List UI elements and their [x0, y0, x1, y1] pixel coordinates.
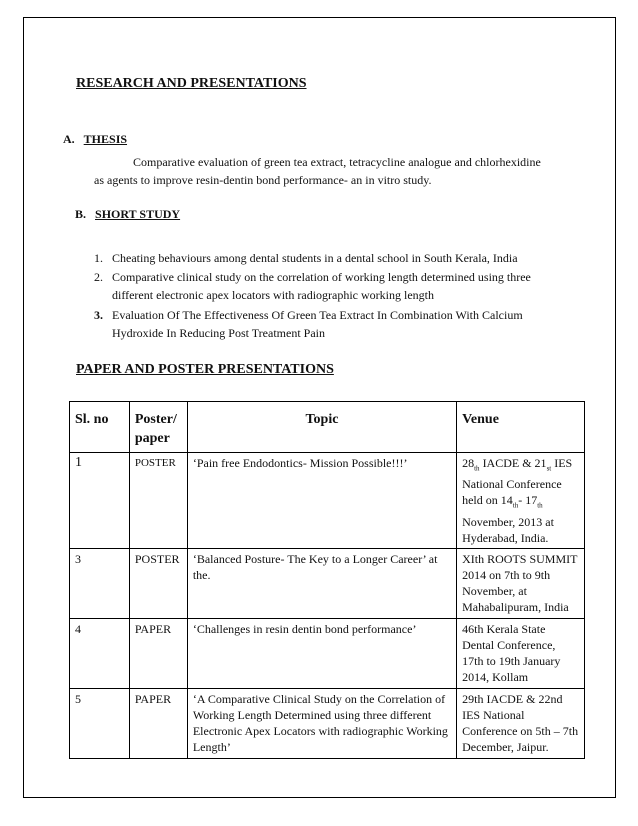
venue-text: November, 2013 at Hyderabad, India. [462, 514, 554, 545]
presentations-heading: PAPER AND POSTER PRESENTATIONS [76, 362, 334, 377]
table-row [70, 688, 585, 758]
cell-sl: 1 [70, 453, 130, 549]
cell-sl: 4 [70, 618, 130, 688]
cell-venue: XIth ROOTS SUMMIT 2014 on 7th to 9th November, at Mahabalipuram, India [457, 548, 585, 618]
thesis-text-line1: Comparative evaluation of green tea extract, tetracycline analogue and chlorhexidine [133, 155, 541, 169]
list-item-number: 1. [94, 251, 103, 265]
list-item-text: different electronic apex locators with radiographic working length [112, 288, 434, 302]
list-item-text: Cheating behaviours among dental students in a dental school in South Kerala, India [112, 251, 518, 265]
venue-ordinal: st [546, 464, 552, 473]
table-row [70, 453, 585, 549]
short-study-heading-num: B. [75, 207, 87, 221]
cell-sl: 5 [70, 688, 130, 758]
venue-ordinal: th [474, 464, 480, 473]
venue-ordinal: th [512, 501, 519, 510]
venue-text: 28 [462, 456, 475, 470]
table-header-row [70, 402, 585, 453]
venue-text: IES National Conference held on 14 [462, 456, 573, 508]
presentations-table [69, 401, 585, 759]
page-title: RESEARCH AND PRESENTATIONS [76, 76, 307, 91]
cell-topic: ‘A Comparative Clinical Study on the Correlation of Working Length Determined using three different Electronic Apex Locators with radiographic Working Length’ [187, 688, 456, 758]
list-item-text: Hydroxide In Reducing Post Treatment Pain [112, 326, 325, 340]
list-item-number: 3. [94, 308, 103, 322]
cell-venue: 29th IACDE & 22nd IES National Conference on 5th – 7th December, Jaipur. [457, 688, 585, 758]
list-item-text: Evaluation Of The Effectiveness Of Green Tea Extract In Combination With Calcium [112, 308, 523, 322]
column-header-topic: Topic [187, 402, 456, 453]
short-study-heading-label: SHORT STUDY [95, 207, 181, 221]
column-header-type: Poster/ paper [129, 402, 187, 453]
venue-ordinal: th [537, 501, 543, 510]
column-header-sl: Sl. no [70, 402, 130, 453]
cell-venue [457, 453, 585, 549]
cell-sl: 3 [70, 548, 130, 618]
cell-type: POSTER [129, 453, 187, 549]
column-header-venue: Venue [457, 402, 585, 453]
cell-type: PAPER [129, 618, 187, 688]
cell-topic: ‘Challenges in resin dentin bond performance’ [187, 618, 456, 688]
list-item-text: Comparative clinical study on the correlation of working length determined using three [112, 270, 531, 284]
cell-topic: ‘Pain free Endodontics- Mission Possible!!!’ [187, 453, 456, 549]
table-row [70, 548, 585, 618]
cell-topic: ‘Balanced Posture- The Key to a Longer Career’ at the. [187, 548, 456, 618]
list-item [94, 306, 574, 342]
list-item [94, 268, 574, 304]
thesis-text-line2: as agents to improve resin-dentin bond performance- an in vitro study. [94, 173, 432, 187]
thesis-heading-label: THESIS [83, 132, 128, 146]
short-study-heading [75, 207, 180, 222]
thesis-heading-num: A. [63, 132, 75, 146]
cell-type: POSTER [129, 548, 187, 618]
list-item-number: 2. [94, 270, 103, 284]
venue-text: IACDE & 21 [479, 456, 547, 470]
cell-venue: 46th Kerala State Dental Conference, 17th to 19th January 2014, Kollam [457, 618, 585, 688]
venue-text: - 17 [518, 493, 538, 508]
list-item [94, 249, 574, 267]
cell-type: PAPER [129, 688, 187, 758]
thesis-heading [63, 132, 127, 147]
table-row [70, 618, 585, 688]
